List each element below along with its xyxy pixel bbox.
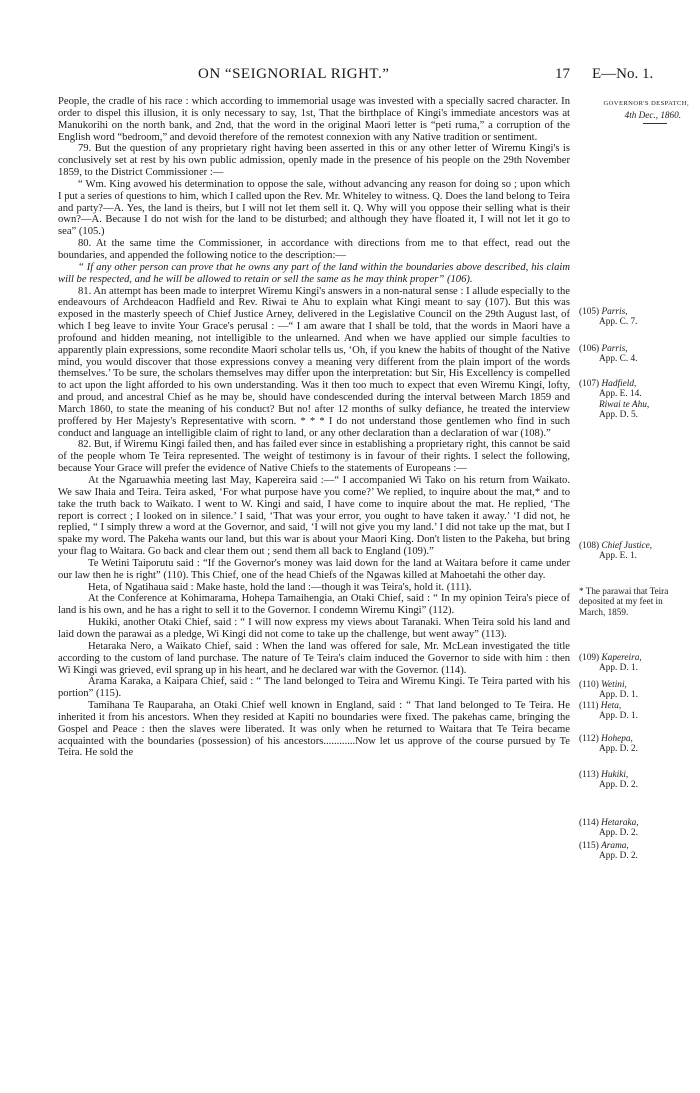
ref-name: Hohepa, [601,734,633,744]
footnote: * The parawai that Teira deposited at my feet in March, 1859. [579,586,669,617]
ref-number: (105) [579,307,600,317]
paragraph: Te Wetini Taiporutu said : “If the Governor's money was laid down for the land at Waitara before it came under our law then he is right” (110). This Chief, one of the head Chiefs of the Ngawas killed at Mahoetahi the other day. [58,557,570,581]
margin-ref [579,841,689,862]
margin-ref [579,344,689,365]
ref-appendix: App. D. 1. [599,690,638,701]
ref-number: (108) [579,541,600,551]
margin-ref [579,680,689,701]
ref-number: (110) [579,680,599,690]
ref-number: (107) [579,379,600,389]
ref-name: Parris, [601,344,628,354]
header-title: ON “SEIGNORIAL RIGHT.” [198,66,390,82]
ref-number: (111) [579,701,599,711]
paragraph: “ Wm. King avowed his determination to oppose the sale, without advancing any reason for doing so ; upon which I put a series of questions to him, which I called upon the Rev. Mr. Whiteley to witness. Q. Does the land belong to Teira and party?—A. Yes, the land is theirs, but I will not let them sell it. Q. Why will you oppose their selling what is their own?—A. Because I do not wish for the land to be disturbed; and although they have floated it, I will not let it go to sea” (105.) [58,178,570,238]
page-number: 17 [555,66,570,82]
margin-head-label: GOVERNOR'S DESPATCH, [603,100,689,107]
margin-ref [579,653,689,674]
margin-ref [579,379,689,421]
paragraph: Hukiki, another Otaki Chief, said : “ I will now express my views about Taranaki. When Teira sold his land and laid down the parawai as a pledge, Wi Kingi did not come to take up the challenge, but went away” (113). [58,617,570,640]
paragraph: Arama Karaka, a Kaipara Chief, said : “ The land belonged to Teira and Wiremu Kingi. Te Teira parted with his portion” (115). [58,676,570,700]
paragraph: “ If any other person can prove that he owns any part of the land within the boundaries above described, his claim will be respected, and he will be allowed to retain or sell the same as he may think proper” (106). [58,261,570,285]
ref-number: (114) [579,818,599,828]
paragraph: 81. An attempt has been made to interpret Wiremu Kingi's answers in a non-natural sense : I allude especially to the endeavours of Archdeacon Hadfield and Rev. Riwai te Ahu to explain what Kingi meant to say (107). But this was exposed in the masterly speech of Chief Justice Arney, delivered in the Legislative Council on the 29th August last, of which I beg leave to invite Your Grace's perusal : —“ I am aware that I shall be told, that the words in Maori have a profound and hidden meaning, not intelligible to the unlearned. And when we have applied our simple faculties to apparently plain expressions, some recondite Maori scholar tells us, ‘Oh, if you knew the habits of thought of the Native mind, you would discover that those expressions convey a meaning very different from the plain import of the words themselves.’ To be sure, the scholars themselves may differ upon the interpretation: but Sir, His Excellency is compelled to act upon the light afforded to his own understanding. Was it then too much to expect that even Wiremu Kingi, lofty, and proud, and ancestral Chief as he may be, should have condescended during the interval between March 1859 and March 1860, to state the meaning of his conduct? But no! after 12 months of sulky defiance, he treated the interview proffered by Her Majesty's Representative with scorn. * * * I do not understand those gentlemen who find in such conduct and language an intelligible claim of right to land, or any other declaration than a declaration of war (108).” [58,285,570,439]
margin-ref [579,541,689,562]
ref-appendix: App. D. 2. [599,780,638,791]
ref-name: Arama, [601,841,629,851]
ref-number: (112) [579,734,599,744]
ref-appendix: App. D. 1. [599,663,638,674]
margin-ref [579,770,689,791]
paragraph: At the Ngaruawhia meeting last May, Kapereira said :—“ I accompanied Wi Tako on his return from Waikato. We saw Ihaia and Teira. Teira asked, ‘For what purpose have you come?’ We replied, to inquire about the mat,* and to take the truth back to Waikato. I went to W. Kingi and said, I have come to inquire about the mat. He replied, ‘The report is correct ; I looked on in silence.’ I said, ‘That was your error, you ought to have taken it away.’ ‘I did not, he replied, “ I simply threw a word at the Governor, and said, ‘I will not give you my land.’ I did not take up the mat, but I spake my word. The Pakeha wants our land, but this war is about your Maori King. Don't listen to the Pakeha, but bring your flag to Waitara. Go back and clear them out ; send them all back to England (109).” [58,475,570,558]
ref-appendix: App. C. 4. [599,354,638,365]
ref-number: (113) [579,770,599,780]
ref-appendix-2: App. D. 5. [599,410,638,421]
running-header [0,66,700,88]
ref-appendix: App. C. 7. [599,317,638,328]
ref-name-2: Riwai te Ahu, [599,399,650,410]
ref-name: Chief Justice, [601,541,653,551]
ref-appendix: App. D. 2. [599,744,638,755]
ref-name: Heta, [600,701,622,711]
ref-name: Kapereira, [601,653,642,663]
paragraph: People, the cradle of his race : which according to immemorial usage was invested with a specially sacred character. In order to dispel this illusion, it is only necessary to say, 1st, That the birthplace of Kingi's immediate ancestors was at Manukorihi on the north bank, and 2nd, that the word in the original Maori letter is “peti ruma,” a corruption of the English word “bedroom,” and devoid therefore of the remotest connexion with any Native tradition or sentiment. [58,96,570,143]
margin-ref [579,818,689,839]
paragraph: Heta, of Ngatihaua said : Make haste, hold the land :—though it was Teira's, hold it. (111). [88,581,472,593]
margin-ref [579,701,689,722]
ref-name: Hukiki, [601,770,629,780]
paragraph: 80. At the same time the Commissioner, in accordance with directions from me to that effect, read out the boundaries, and appended the following notice to the description:— [58,238,570,261]
ref-appendix: App. E. 14. [599,389,642,400]
paragraph: At the Conference at Kohimarama, Hohepa Tamaihengia, an Otaki Chief, said : “ In my opinion Teira's piece of land is his own, and he has a right to sell it to the Governor. I condemn Wiremu Kingi” (112). [58,593,570,617]
document-number: E—No. 1. [592,66,654,82]
paragraph: Tamihana Te Rauparaha, an Otaki Chief well known in England, said : “ That land belonged to Te Teira. He inherited it from his ancestors. When they resided at Kapiti no boundaries were fixed. The pakehas came, bringing the Gospel and Peace : then the slaves were liberated. It was only when he returned to Waitara that Te Teira became acquainted with the boundaries (possession) of his ancestors............Now let us approve of the course pursued by Te Teira. He sold the [58,700,570,759]
ref-number: (109) [579,653,600,663]
margin-ref [579,734,689,755]
paragraph: 79. But the question of any proprietary right having been asserted in this or any other letter of Wiremu Kingi's is conclusively set at rest by his own public admission, openly made in the presence of his people on the 29th November 1859, to the District Commissioner :— [58,143,570,179]
margin-head-rule [643,123,667,124]
ref-number: (106) [579,344,600,354]
ref-name: Wetini, [601,680,627,690]
body-text [58,96,570,759]
paragraph: 82. But, if Wiremu Kingi failed then, and has failed ever since in establishing a proprietary right, this cannot be said of the people whom Te Teira represented. The weight of testimony is in favour of their rights. I select the following, because Your Grace will prefer the evidence of Native Chiefs to the statements of Europeans :— [58,439,570,475]
ref-appendix: App. D. 1. [599,711,638,722]
ref-name: Hetaraka, [601,818,639,828]
margin-head [579,99,689,124]
ref-number: (115) [579,841,599,851]
margin-head-date: 4th Dec., 1860. [624,109,681,120]
ref-appendix: App. D. 2. [599,828,638,839]
paragraph: Hetaraka Nero, a Waikato Chief, said : When the land was offered for sale, Mr. McLean investigated the title according to the custom of land purchase. The nature of Te Teira's claim induced the Governor to side with him : then Wi Kingi was grieved, evil sprang up in his heart, and he declared war with the Governor. (114). [58,640,570,676]
ref-appendix: App. E. 1. [599,551,637,562]
ref-name: Parris, [601,307,628,317]
ref-name: Hadfield, [601,379,637,389]
ref-appendix: App. D. 2. [599,851,638,862]
margin-ref [579,307,689,328]
